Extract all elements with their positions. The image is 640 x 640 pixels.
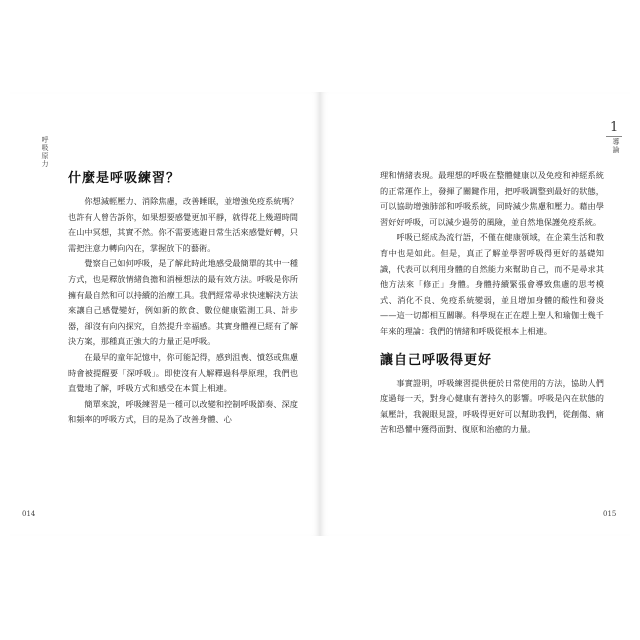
left-page-number: 014 (22, 510, 36, 518)
section-heading-breathwork: 什麼是呼吸練習？ (68, 171, 181, 186)
left-page (10, 92, 320, 536)
chapter-divider (606, 136, 622, 137)
book-spread (10, 92, 630, 536)
left-content (68, 170, 298, 428)
chapter-number: 1 (610, 120, 619, 135)
paragraph: 事實證明，呼吸練習提供便於日常使用的方法，協助人們度過每一天，對身心健康有著持久的影響。呼吸是內在狀態的氣壓計，我親眼見證，呼吸得更好可以幫助我們，從創傷、痛苦和恐懼中獲得面對、復原和治癒的力量。 (380, 377, 604, 435)
right-content (380, 168, 604, 438)
left-running-head: 呼吸原力 (41, 136, 49, 168)
paragraph: 理和情緒表現。最理想的呼吸在整體健康以及免疫和神經系統的正常運作上，發揮了關鍵作用，把呼吸調整到最好的狀態，可以協助增強肺部和呼吸系統，同時減少焦慮和壓力。藉由學習好好呼吸，可以減少過勞的風險，並自然地保護免疫系統。 (380, 170, 604, 227)
paragraph: 你想減輕壓力、消除焦慮，改善睡眠，並增強免疫系統嗎？也許有人曾告訴你，如果想要感覺更加平靜，就得花上幾週時間在山中冥想，其實不然。你不需要逃避日常生活來感覺好轉，只需把注意力轉向內在，掌握放下的藝術。 (68, 196, 298, 253)
paragraph: 在最早的童年記憶中，你可能記得，感到沮喪、憤怒或焦慮時會被提醒要「深呼吸」。即使沒有人解釋過科學原理，我們也直覺地了解，呼吸方式和感受在本質上相連。 (68, 351, 298, 394)
paragraph: 呼吸已經成為流行語，不僅在健康領域，在企業生活和教育中也是如此。但是，真正了解並學習呼吸得更好的基礎知識，代表可以利用身體的自然能力來幫助自己，而不是尋求其他方法來「修正」身體。身體持續緊張會導致焦慮的思考模式、消化不良、免疫系統變弱，並且增加身體的酸性和發炎——這一切都相互關聯。科學現在正在趕上聖人和瑜伽士幾千年來的理論：我們的情緒和呼吸從根本上相連。 (380, 232, 604, 336)
section-heading-breathe-better: 讓自己呼吸得更好 (380, 352, 493, 368)
right-page-number: 015 (603, 510, 617, 518)
right-running-head: 導論 (612, 138, 620, 154)
right-page (320, 92, 630, 536)
paragraph: 覺察自己如何呼吸，是了解此時此地感受最簡單的其中一種方式，也是釋放情緒負擔和消極想法的最有效方法。呼吸是你所擁有最自然和可以持續的治療工具。我們經常尋求快速解決方法來讓自己感覺變好，例如新的飲食、數位健康監測工具、計步器，卻沒有向內探究，自然提升幸福感。其實身體裡已經有了解決方案，那種真正強大的力量正是呼吸。 (68, 258, 298, 347)
paragraph: 簡單來說，呼吸練習是一種可以改變和控制呼吸節奏、深度和頻率的呼吸方式，目的是為了改善身體、心 (68, 398, 298, 425)
